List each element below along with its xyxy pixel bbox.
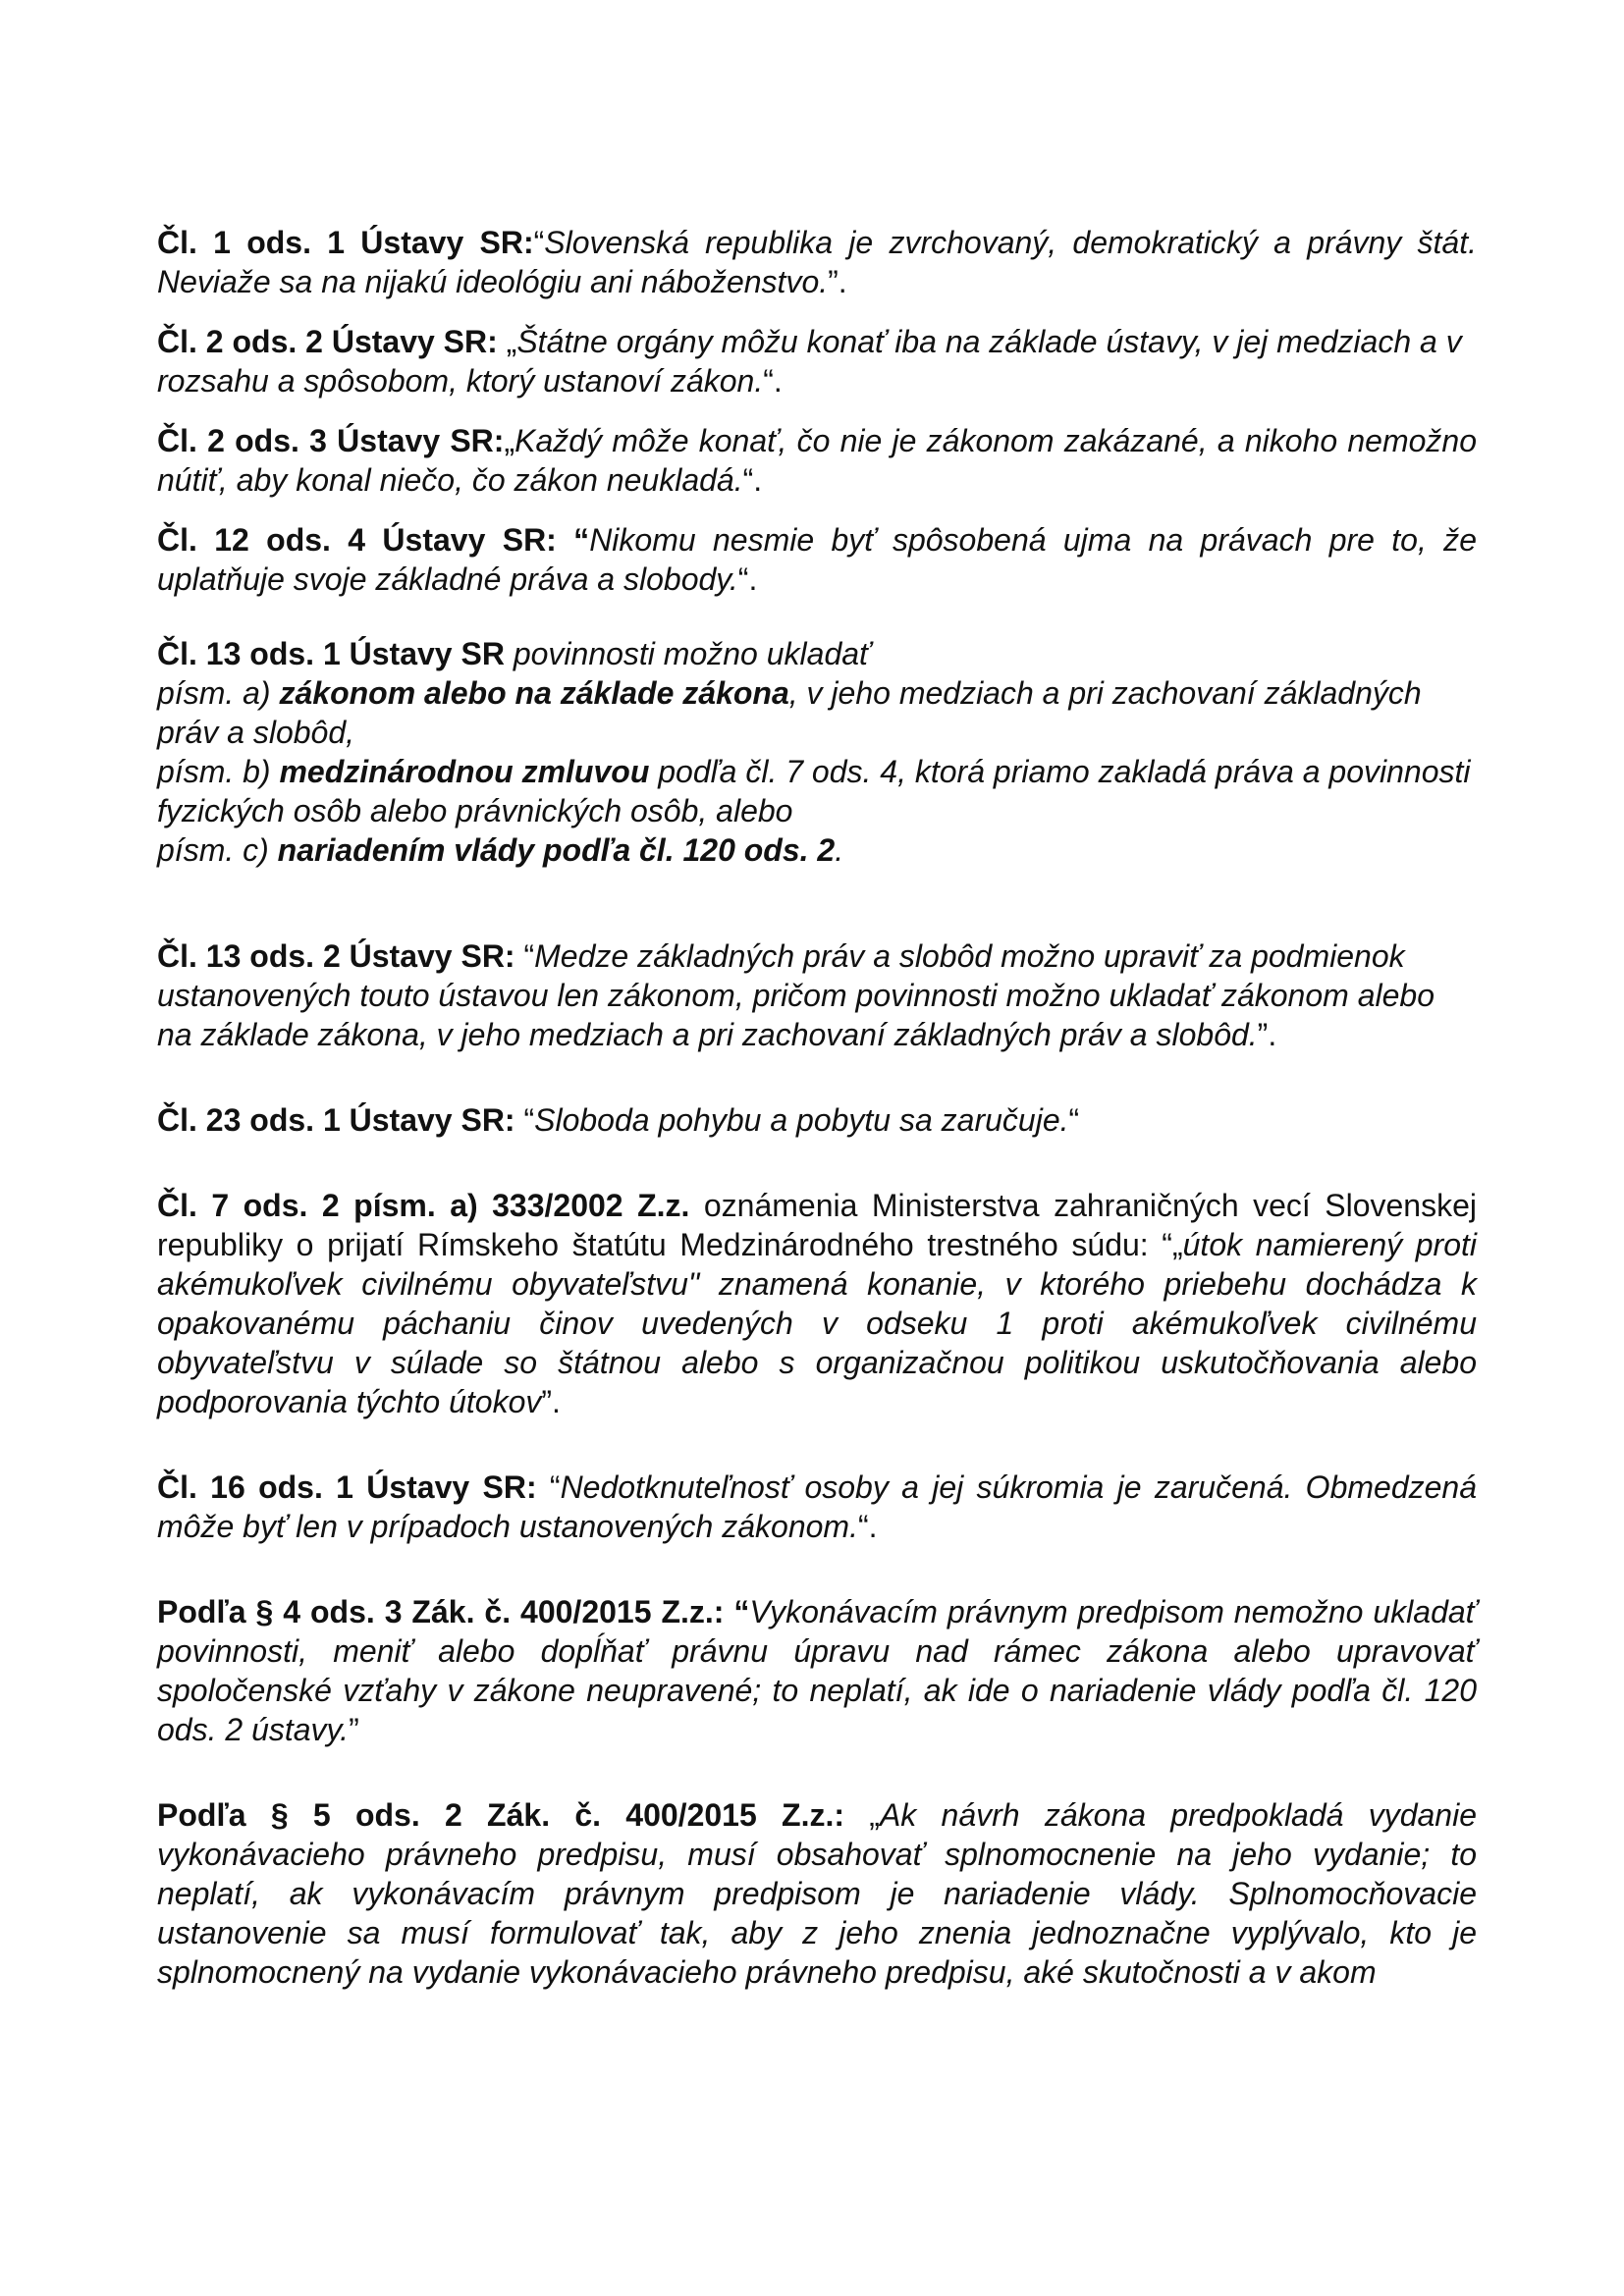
paragraph-cl1-ods1	[157, 223, 1477, 301]
article-reference: Podľa § 4 ods. 3 Zák. č. 400/2015 Z.z.: “	[157, 1594, 750, 1629]
article-reference: Čl. 2 ods. 2 Ústavy SR:	[157, 324, 498, 359]
quoted-text: Nedotknuteľnosť osoby a jej súkromia je zaručená. Obmedzená môže byť len v prípadoch ustanovených zákonom.	[157, 1469, 1478, 1544]
paragraph-cl13-ods2	[157, 936, 1477, 1054]
paragraph-cl2-ods3	[157, 421, 1477, 500]
plain-text: oznámenia Ministerstva zahraničných vecí Slovenskej republiky o prijatí Rímskeho štatútu Medzinárodného trestného súdu: “„	[157, 1188, 1478, 1262]
quote-end: “.	[737, 561, 758, 597]
article-reference: Podľa § 5 ods. 2 Zák. č. 400/2015 Z.z.:	[157, 1797, 845, 1833]
article-reference: Čl. 23 ods. 1 Ústavy SR:	[157, 1102, 515, 1138]
list-item-prefix: písm. b)	[157, 754, 280, 789]
list-item-b	[157, 752, 1477, 830]
quoted-text: Nikomu nesmie byť spôsobená ujma na právach pre to, že uplatňuje svoje základné práva a slobody.	[157, 522, 1478, 597]
list-item-prefix: písm. a)	[157, 675, 280, 711]
document-body	[157, 223, 1477, 2012]
paragraph-cl2-ods2	[157, 322, 1477, 400]
quote-end: “.	[763, 363, 783, 399]
quote-mark: “	[556, 522, 590, 558]
paragraph-par5-ods2	[157, 1795, 1477, 1992]
quote-mark: “	[514, 938, 535, 974]
quoted-text: útok namierený proti akémukoľvek civilnému obyvateľstvu" znamená konanie, v ktorého priebehu dochádza k opakovanému páchaniu činov uvedených v odseku 1 proti akémukoľvek civilnému obyvateľstvu v súlade so štátnou alebo s organizačnou politikou uskutočňovania alebo podporovania týchto útokov	[157, 1227, 1478, 1419]
quote-end: “.	[857, 1509, 878, 1544]
list-item-emphasis: medzinárodnou zmluvou	[279, 754, 650, 789]
list-item-emphasis: zákonom alebo na základe zákona	[279, 675, 789, 711]
list-item-text: , v jeho medziach a pri zachovaní základných práv a slobôd,	[157, 675, 1422, 750]
quoted-text: Slovenská republika je zvrchovaný, demokratický a právny štát. Neviaže sa na nijakú ideológiu ani náboženstvo.	[157, 225, 1478, 299]
quoted-text: Štátne orgány môžu konať iba na základe ústavy, v jej medziach a v rozsahu a spôsobom, ktorý ustanoví zákon.	[157, 324, 1462, 399]
quote-end: ”	[349, 1712, 359, 1747]
quoted-text: Každý môže konať, čo nie je zákonom zakázané, a nikoho nemožno nútiť, aby konal niečo, čo zákon neukladá.	[157, 423, 1478, 498]
quote-end: “	[1068, 1102, 1080, 1138]
quoted-text: Ak návrh zákona predpokladá vydanie vykonávacieho právneho predpisu, musí obsahovať splnomocnenie na jeho vydanie; to neplatí, ak vykonávacím právnym predpisom je nariadenie vlády. Splnomocňovacie ustanovenie sa musí formulovať tak, aby z jeho znenia jednoznačne vyplývalo, kto je splnomocnený na vydanie vykonávacieho právneho predpisu, aké skutočnosti a v akom	[157, 1797, 1478, 1990]
list-item-text: .	[835, 832, 844, 868]
paragraph-heading-line	[157, 634, 1477, 673]
list-item-text: podľa čl. 7 ods. 4, ktorá priamo zakladá práva a povinnosti fyzických osôb alebo právnických osôb, alebo	[157, 754, 1471, 828]
article-reference: Čl. 12 ods. 4 Ústavy SR:	[157, 522, 557, 558]
quote-mark: „	[844, 1797, 880, 1833]
quoted-text: Vykonávacím právnym predpisom nemožno ukladať povinnosti, meniť alebo dopĺňať právnu úpravu nad rámec zákona alebo upravovať spoločenské vzťahy v zákone neupravené; to neplatí, ak ide o nariadenie vlády podľa čl. 120 ods. 2 ústavy.	[157, 1594, 1478, 1747]
paragraph-cl23-ods1	[157, 1100, 1477, 1140]
list-item-c	[157, 830, 1477, 870]
paragraph-cl12-ods4	[157, 520, 1477, 599]
quote-end: ”.	[828, 264, 847, 299]
paragraph-cl16-ods1	[157, 1468, 1477, 1546]
article-reference: Čl. 13 ods. 2 Ústavy SR:	[157, 938, 515, 974]
paragraph-par4-ods3	[157, 1592, 1477, 1749]
quoted-text: Sloboda pohybu a pobytu sa zaručuje.	[534, 1102, 1069, 1138]
quote-mark: “	[514, 1102, 535, 1138]
quote-end: “.	[742, 462, 763, 498]
intro-text: povinnosti možno ukladať	[504, 636, 871, 671]
list-item-emphasis: nariadením vlády podľa čl. 120 ods. 2	[277, 832, 836, 868]
paragraph-cl13-ods1	[157, 634, 1477, 870]
quote-end: ”.	[541, 1384, 561, 1419]
paragraph-cl7-ods2	[157, 1186, 1477, 1421]
quote-end: ”.	[1257, 1017, 1277, 1052]
quoted-text: Medze základných práv a slobôd možno upraviť za podmienok ustanovených touto ústavou len zákonom, pričom povinnosti možno ukladať zákonom alebo na základe zákona, v jeho medziach a pri zachovaní základných práv a slobôd.	[157, 938, 1435, 1052]
quote-mark: „	[504, 423, 515, 458]
quote-mark: „	[497, 324, 517, 359]
list-item-a	[157, 673, 1477, 752]
article-reference: Čl. 2 ods. 3 Ústavy SR:	[157, 423, 505, 458]
list-item-prefix: písm. c)	[157, 832, 278, 868]
quote-mark: “	[536, 1469, 561, 1505]
article-reference: Čl. 7 ods. 2 písm. a) 333/2002 Z.z.	[157, 1188, 690, 1223]
article-reference: Čl. 1 ods. 1 Ústavy SR:	[157, 225, 534, 260]
article-reference: Čl. 13 ods. 1 Ústavy SR	[157, 636, 505, 671]
quote-mark: “	[533, 225, 545, 260]
article-reference: Čl. 16 ods. 1 Ústavy SR:	[157, 1469, 537, 1505]
